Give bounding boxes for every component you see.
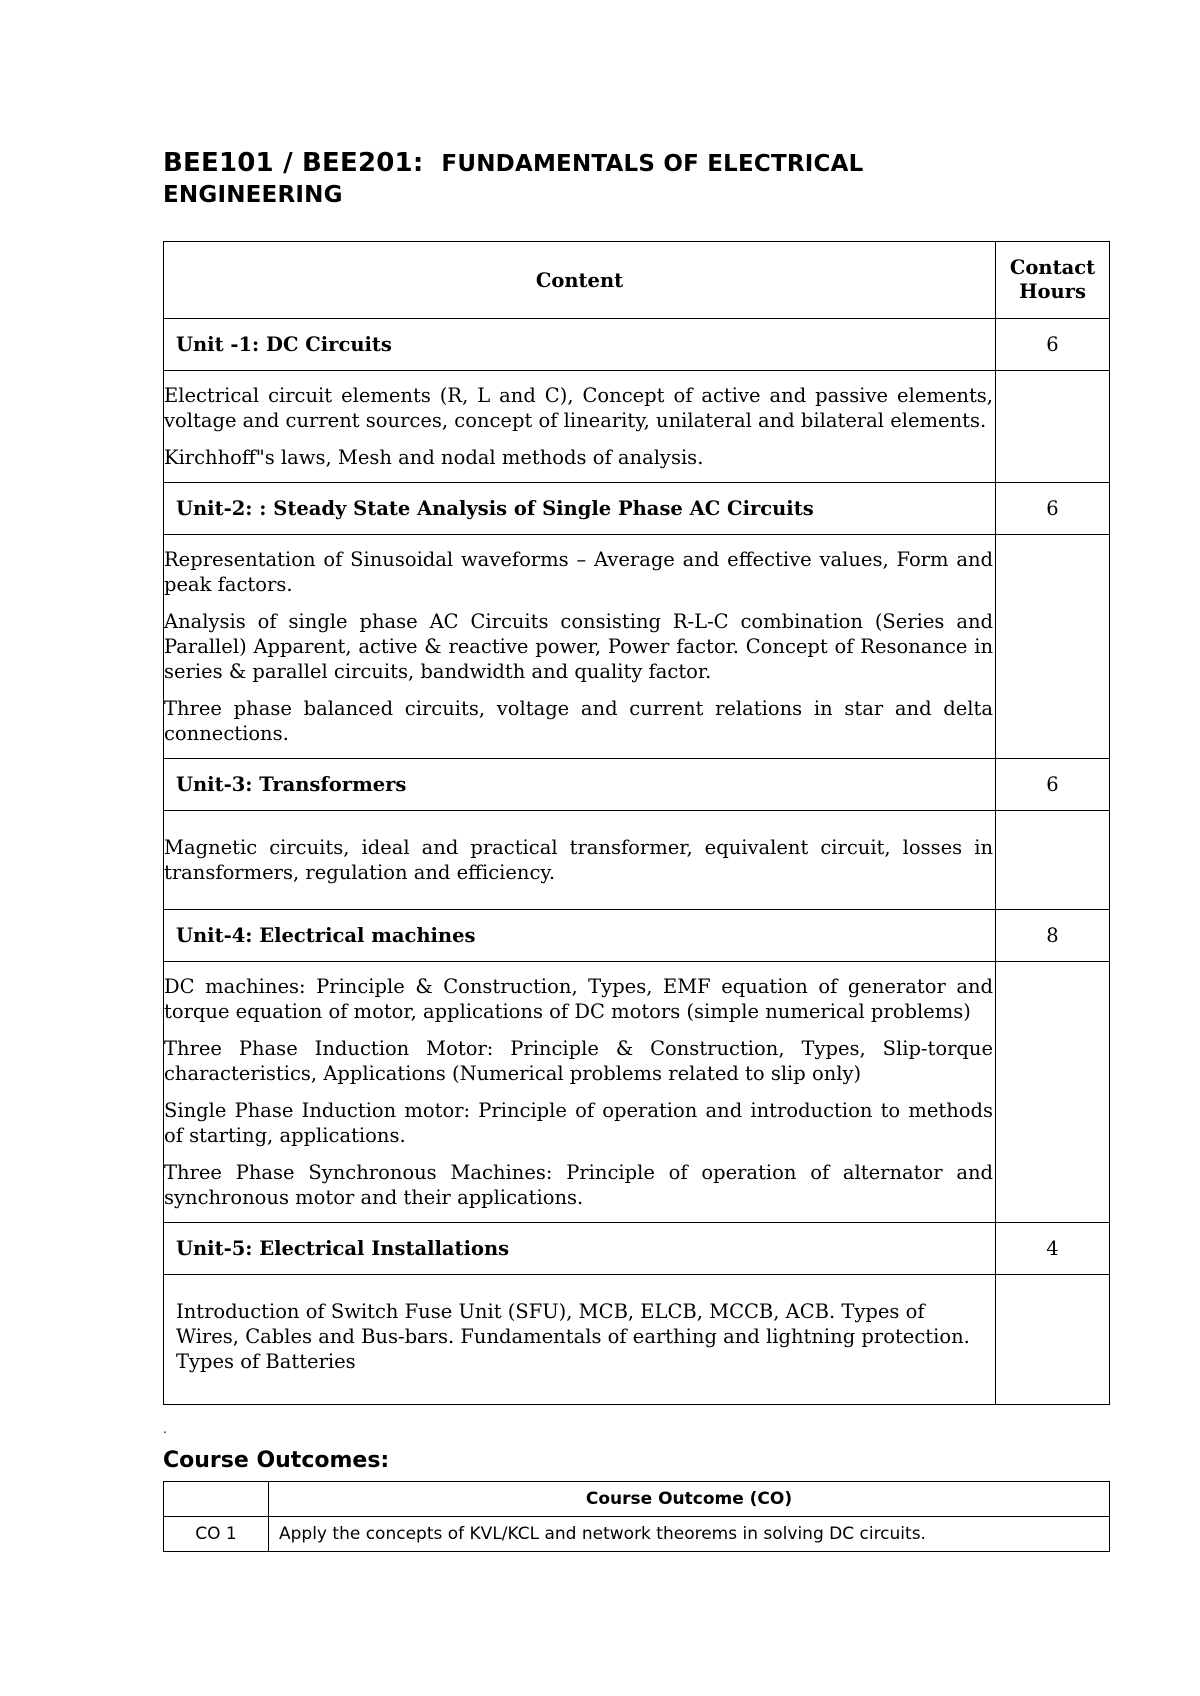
unit-hours: 6 xyxy=(996,319,1110,371)
unit-paragraph: Analysis of single phase AC Circuits consisting R-L-C combination (Series and Parallel) Apparent, active & reactive power, Power factor. Concept of Resonance in series & parallel circuits, bandwidth and quality factor. xyxy=(164,610,993,683)
table-header-row xyxy=(164,242,1110,319)
empty-hours-cell xyxy=(996,535,1110,759)
unit-body-row xyxy=(164,962,1110,1223)
outcomes-header-row xyxy=(164,1482,1110,1517)
unit-hours: 6 xyxy=(996,759,1110,811)
unit-paragraph: Introduction of Switch Fuse Unit (SFU), MCB, ELCB, MCCB, ACB. Types of Wires, Cables and Bus-bars. Fundamentals of earthing and lightning protection. Types of Batteries xyxy=(176,1300,970,1373)
small-mark: . xyxy=(163,1422,167,1436)
course-title-line1: FUNDAMENTALS OF ELECTRICAL xyxy=(441,151,864,177)
course-outcomes-table xyxy=(163,1481,1110,1552)
unit-paragraph: Single Phase Induction motor: Principle of operation and introduction to methods of starting, applications. xyxy=(164,1099,993,1147)
unit-body xyxy=(164,962,996,1223)
unit-paragraph: Electrical circuit elements (R, L and C), Concept of active and passive elements, voltage and current sources, concept of linearity, unilateral and bilateral elements. xyxy=(164,384,993,432)
unit-title: Unit-5: Electrical Installations xyxy=(164,1223,996,1275)
header-hours-line2: Hours xyxy=(1019,280,1086,303)
course-code: BEE101 / BEE201: xyxy=(163,148,424,178)
empty-hours-cell xyxy=(996,811,1110,910)
unit-paragraph: Representation of Sinusoidal waveforms – Average and effective values, Form and peak factors. xyxy=(164,548,993,596)
course-title-line2: ENGINEERING xyxy=(163,182,343,208)
unit-hours: 6 xyxy=(996,483,1110,535)
empty-hours-cell xyxy=(996,371,1110,483)
header-hours-line1: Contact xyxy=(1009,256,1096,279)
unit-paragraph: DC machines: Principle & Construction, Types, EMF equation of generator and torque equation of motor, applications of DC motors (simple numerical problems) xyxy=(164,975,993,1023)
unit-body-row xyxy=(164,811,1110,910)
unit-body xyxy=(164,371,996,483)
outcomes-header: Course Outcome (CO) xyxy=(269,1482,1110,1517)
unit-title-row xyxy=(164,483,1110,535)
table-row xyxy=(164,1517,1110,1552)
unit-body-row xyxy=(164,371,1110,483)
header-content: Content xyxy=(164,242,996,319)
unit-title: Unit-3: Transformers xyxy=(164,759,996,811)
unit-hours: 8 xyxy=(996,910,1110,962)
unit-title: Unit-2: : Steady State Analysis of Single Phase AC Circuits xyxy=(164,483,996,535)
unit-paragraph: Three Phase Induction Motor: Principle & Construction, Types, Slip-torque characteristics, Applications (Numerical problems related to slip only) xyxy=(164,1037,993,1085)
unit-paragraph: Three Phase Synchronous Machines: Principle of operation of alternator and synchronous motor and their applications. xyxy=(164,1161,993,1209)
unit-title: Unit -1: DC Circuits xyxy=(164,319,996,371)
outcomes-header-blank xyxy=(164,1482,269,1517)
co-id: CO 1 xyxy=(164,1517,269,1552)
header-contact-hours xyxy=(996,242,1110,319)
unit-paragraph: Three phase balanced circuits, voltage and current relations in star and delta connections. xyxy=(164,697,993,745)
empty-hours-cell xyxy=(996,962,1110,1223)
syllabus-table xyxy=(163,241,1110,1405)
unit-paragraph: Magnetic circuits, ideal and practical transformer, equivalent circuit, losses in transformers, regulation and efficiency. xyxy=(164,836,993,884)
unit-title-row xyxy=(164,1223,1110,1275)
unit-body xyxy=(164,1275,996,1405)
unit-title-row xyxy=(164,319,1110,371)
co-text: Apply the concepts of KVL/KCL and network theorems in solving DC circuits. xyxy=(269,1517,1110,1552)
course-outcomes-heading: Course Outcomes: xyxy=(163,1448,390,1473)
unit-body-row xyxy=(164,1275,1110,1405)
page-title xyxy=(163,148,1063,211)
unit-body-row xyxy=(164,535,1110,759)
unit-title: Unit-4: Electrical machines xyxy=(164,910,996,962)
unit-hours: 4 xyxy=(996,1223,1110,1275)
empty-hours-cell xyxy=(996,1275,1110,1405)
unit-title-row xyxy=(164,759,1110,811)
unit-title-row xyxy=(164,910,1110,962)
unit-paragraph: Kirchhoff"s laws, Mesh and nodal methods of analysis. xyxy=(164,446,704,469)
unit-body xyxy=(164,811,996,910)
unit-body xyxy=(164,535,996,759)
